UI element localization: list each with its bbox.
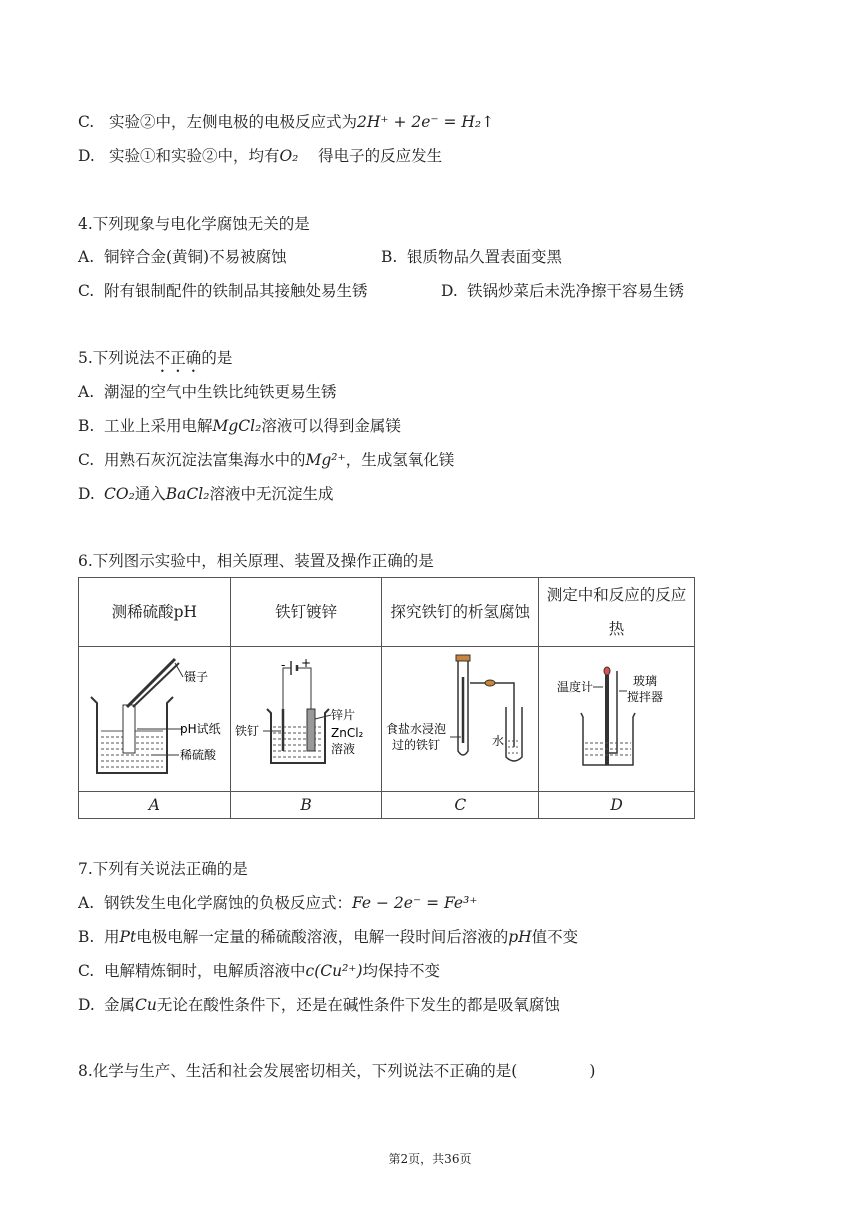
electroplating-diagram (231, 647, 381, 787)
q3-c-equation: 2H⁺ + 2e⁻ = H₂↑ (356, 113, 495, 131)
q6-stem: 6.下列图示实验中，相关原理、装置及操作正确的是 (78, 552, 434, 570)
label-solution: 溶液 (331, 742, 356, 756)
label-treated-nail: 过的铁钉 (392, 738, 441, 752)
label-iron-nail: 铁钉 (235, 724, 260, 738)
svg-text:-: - (281, 658, 286, 672)
q7-option-a: A. 钢铁发生电化学腐蚀的负极反应式：Fe − 2e⁻ = Fe³⁺ (78, 894, 478, 912)
label-dilute-acid: 稀硫酸 (180, 748, 217, 762)
q6-figure-d (539, 647, 695, 792)
q6-label-c: C (382, 792, 539, 819)
q5-option-a: A. 潮湿的空气中生铁比纯铁更易生锈 (78, 383, 337, 401)
q3-option-d: D. 实验①和实验②中，均有O₂ 得电子的反应发生 (78, 147, 443, 165)
q6-figure-table (78, 577, 695, 819)
label-glass: 玻璃 (632, 674, 657, 688)
q4-option-c: C. 附有银制配件的铁制品其接触处易生锈 (78, 282, 368, 300)
q5-option-d: D. CO₂通入BaCl₂溶液中无沉淀生成 (78, 485, 334, 503)
q6-header-a: 测稀硫酸pH (79, 578, 231, 647)
q7-option-b: B. 用Pt电极电解一定量的稀硫酸溶液，电解一段时间后溶液的pH值不变 (78, 928, 579, 946)
q6-header-b: 铁钉镀锌 (230, 578, 382, 647)
beaker-ph-diagram (79, 647, 229, 787)
q5-emphasis: 不正确 (154, 349, 202, 367)
q4-option-b: B. 银质物品久置表面变黑 (381, 248, 563, 266)
q6-label-b: B (230, 792, 382, 819)
q7-option-c: C. 电解精炼铜时，电解质溶液中c(Cu²⁺)均保持不变 (78, 962, 441, 980)
q4-stem: 4.下列现象与电化学腐蚀无关的是 (78, 215, 310, 233)
q6-figure-a (79, 647, 231, 792)
label-zinc-plate: 锌片 (331, 708, 356, 722)
svg-text:+: + (301, 656, 312, 670)
q7-option-d: D. 金属Cu无论在酸性条件下，还是在碱性条件下发生的都是吸氧腐蚀 (78, 996, 560, 1014)
q6-label-a: A (79, 792, 231, 819)
q5-option-b: B. 工业上采用电解MgCl₂溶液可以得到金属镁 (78, 417, 401, 435)
label-zncl2: ZnCl₂ (331, 726, 364, 740)
label-ph-paper: pH试纸 (180, 722, 222, 736)
page-footer: 第2页，共36页 (388, 1152, 472, 1166)
calorimeter-diagram (541, 647, 693, 787)
q4-option-d: D. 铁锅炒菜后未洗净擦干容易生锈 (441, 282, 685, 300)
q3-option-c: C. 实验②中，左侧电极的电极反应式为2H⁺ + 2e⁻ = H₂↑ (78, 113, 495, 131)
q8-stem: 8.化学与生产、生活和社会发展密切相关，下列说法不正确的是( ) (78, 1062, 596, 1080)
q4-option-a: A. 铜锌合金(黄铜)不易被腐蚀 (78, 248, 287, 266)
label-stirrer: 搅拌器 (626, 690, 663, 704)
q5-option-c: C. 用熟石灰沉淀法富集海水中的Mg²⁺，生成氢氧化镁 (78, 451, 455, 469)
corrosion-tube-diagram (384, 647, 536, 787)
q5-stem: 5.下列说法不正确的是 (78, 349, 233, 367)
q6-header-c: 探究铁钉的析氢腐蚀 (382, 578, 539, 647)
q6-figure-b (230, 647, 382, 792)
label-water: 水 (492, 734, 505, 748)
q6-figure-c (382, 647, 539, 792)
label-thermometer: 温度计 (556, 680, 593, 694)
label-tweezers: 镊子 (184, 670, 209, 684)
q7-stem: 7.下列有关说法正确的是 (78, 860, 248, 878)
q6-label-d: D (539, 792, 695, 819)
q6-header-d: 测定中和反应的反应热 (539, 578, 695, 647)
label-salt-water: 食盐水浸泡 (386, 722, 447, 736)
